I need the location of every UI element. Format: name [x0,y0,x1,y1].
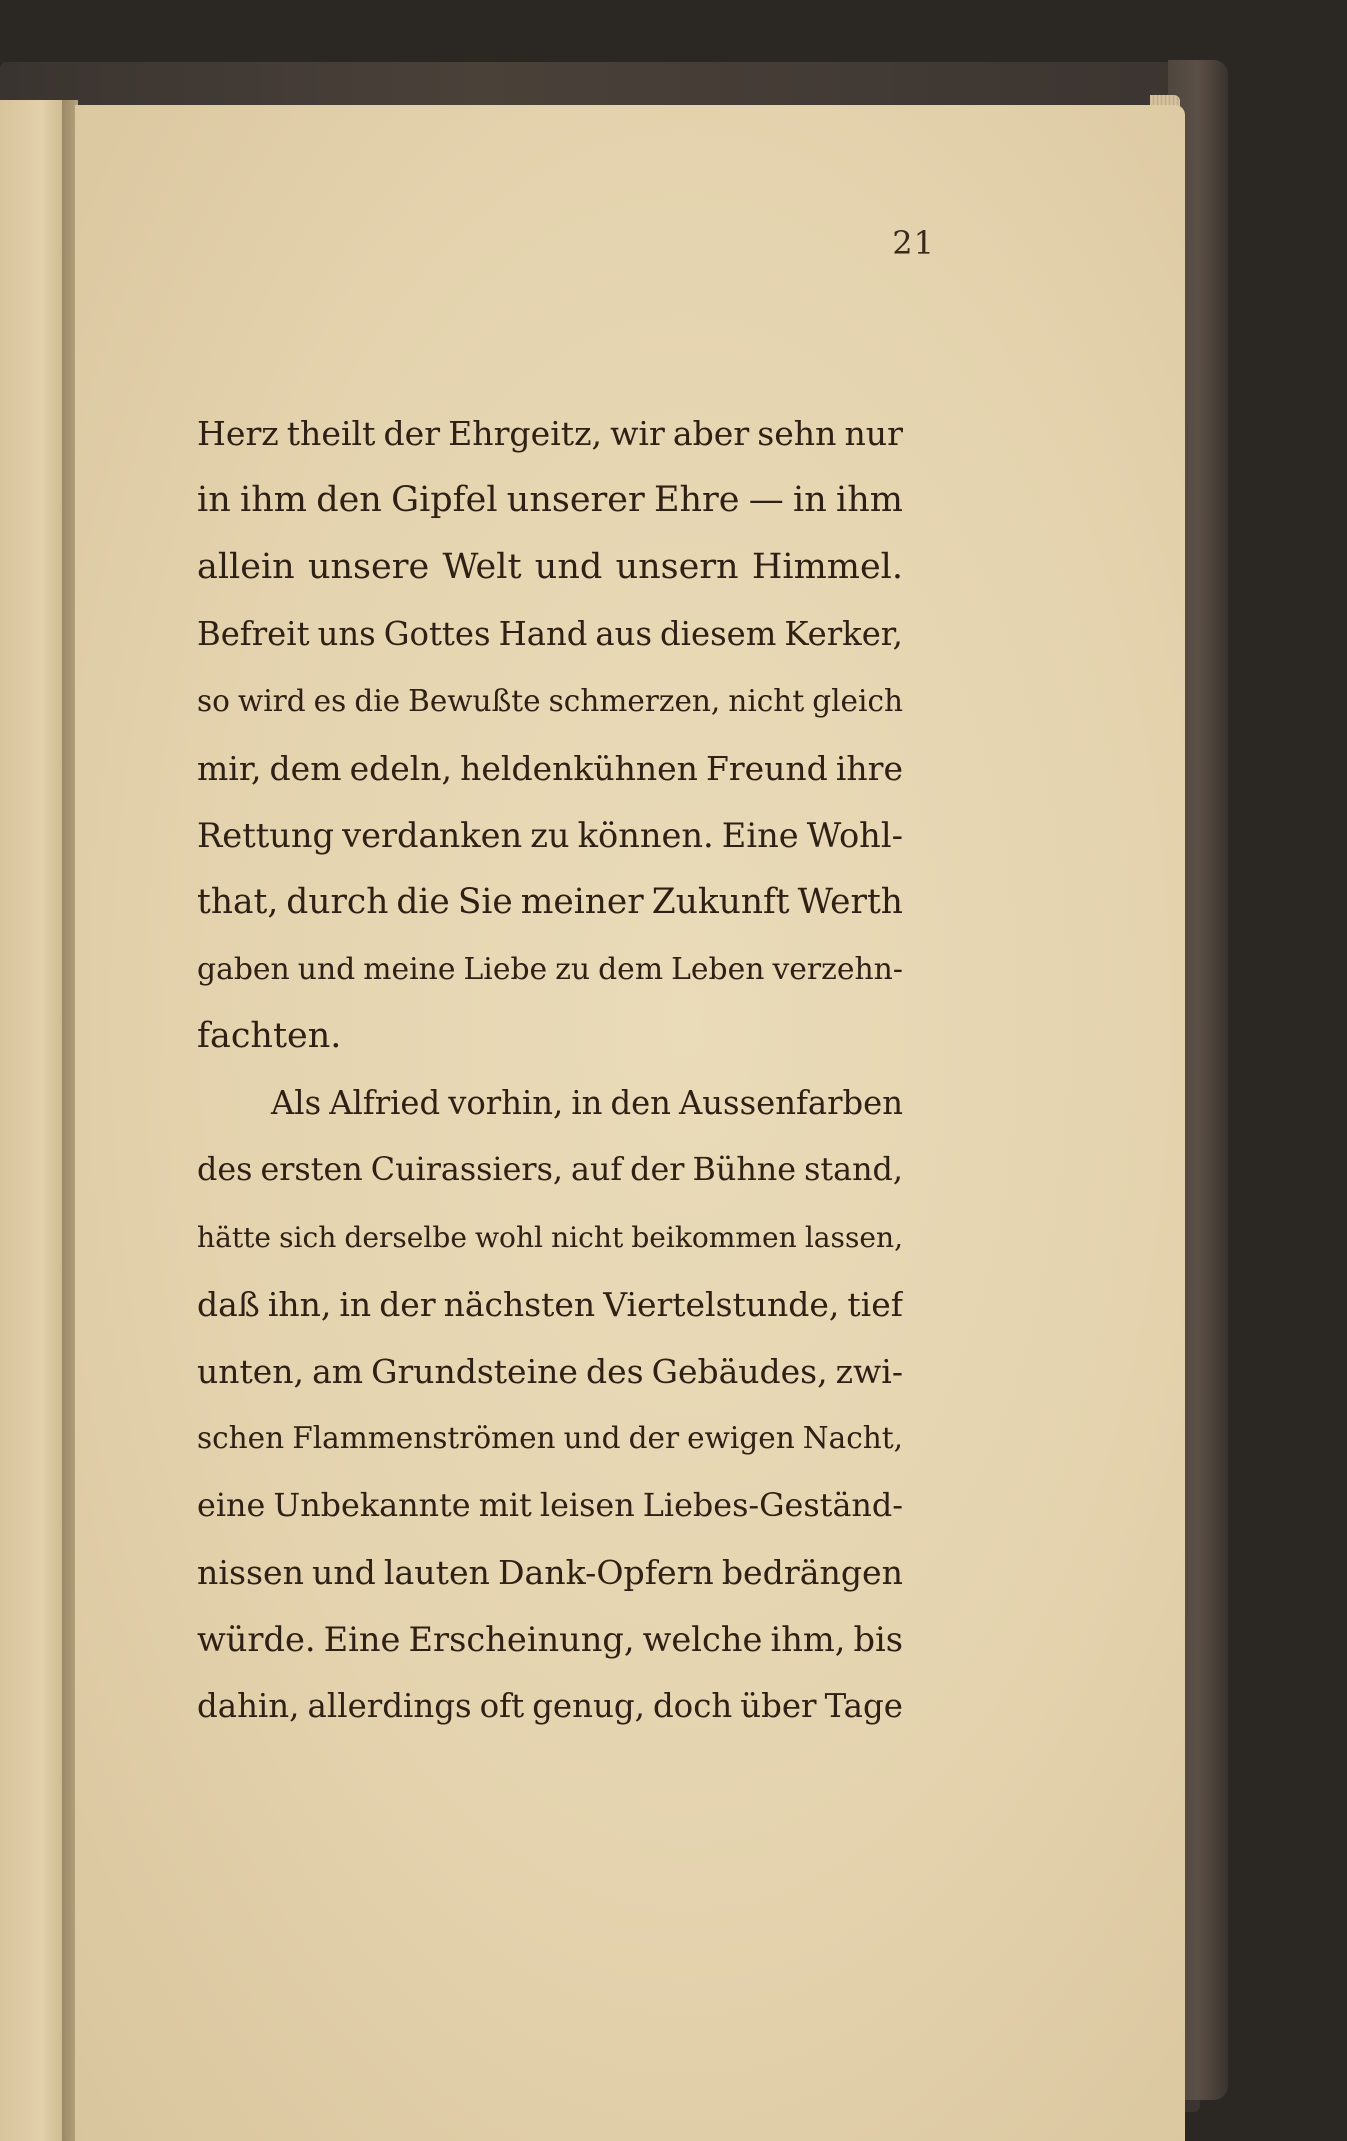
word: Liebes-Geständ- [642,1486,903,1524]
word: allein [197,547,295,587]
word: Hand [498,615,588,653]
word: Befreit [197,615,310,653]
word: mit [478,1486,532,1524]
word: nissen [197,1553,304,1592]
word: unten, [197,1352,305,1391]
word: Nacht, [802,1421,903,1455]
word: Viertelstunde, [603,1285,840,1324]
word: Gottes [383,615,491,653]
text-line [197,1405,903,1472]
word: und [311,1553,376,1592]
word: mir, [197,749,262,788]
word: dem [598,952,664,987]
word: Aussenfarben [679,1084,903,1122]
paragraph-1 [197,400,903,1070]
text-line [197,1271,903,1338]
word: Liebe [463,952,548,987]
word: Zukunft [651,882,790,922]
text-line [197,1472,903,1539]
word: meiner [520,882,644,922]
word: heldenkühnen [460,749,698,788]
word: allerdings [307,1687,472,1725]
word: diesem [660,615,777,653]
word: auf [571,1152,623,1188]
word: genug, [532,1687,645,1725]
word: so [197,684,230,718]
text-line [197,467,903,534]
word: Erscheinung, [408,1620,635,1659]
word: ihn, [267,1285,332,1324]
word: der [630,1152,685,1188]
word: ihm [836,480,903,520]
word: des [585,1352,644,1391]
word: ihre [835,749,903,788]
word: aber [672,414,750,453]
word: Bewußte [408,684,541,718]
word: Welt [442,547,522,587]
word: derselbe [344,1221,467,1254]
word: Freund [705,749,828,788]
text-line [197,802,903,869]
word: sehn [757,414,837,453]
page-number: 21 [892,224,935,262]
word: können. [577,816,714,855]
word: — [748,480,784,520]
text-line [197,735,903,802]
word: uns [317,615,376,653]
text-line [197,1606,903,1673]
text-line [197,1673,903,1740]
word: würde. [197,1620,316,1659]
word: nicht [728,684,805,718]
word: in [197,480,231,520]
word: oft [479,1687,525,1725]
word: ihm, [770,1620,846,1659]
word: dahin, [197,1687,300,1725]
word: Gebäudes, [651,1352,828,1391]
word: Leben [671,952,765,987]
word: Werth [797,882,903,922]
word: gaben [197,952,290,987]
word: wir [610,414,665,453]
text-line [197,668,903,735]
word: sich [279,1221,337,1254]
word: welche [642,1620,763,1659]
word: Alfried [329,1084,441,1122]
text-line [197,1137,903,1204]
word: stand, [804,1152,903,1188]
word: in [339,1285,372,1324]
word: Rettung [197,816,335,855]
page-text [197,400,903,1740]
word: nächsten [443,1285,596,1324]
text-line [197,400,903,467]
word: nicht [551,1221,624,1254]
text-line [197,1539,903,1606]
word: Grundsteine [371,1352,578,1391]
word: des [197,1152,253,1188]
word: Kerker, [784,615,903,653]
text-line [197,601,903,668]
word: Sie [457,882,513,922]
word: Himmel. [751,547,903,587]
word: bedrängen [721,1553,903,1592]
word: lauten [383,1553,490,1592]
word: gleich [812,684,903,718]
word: wohl [475,1221,544,1254]
text-line [197,534,903,601]
word: eine [197,1486,266,1524]
word: Eine [721,816,799,855]
text-line [197,936,903,1003]
word: es [313,684,347,718]
word: vorhin, [448,1084,564,1122]
word: ewigen [687,1421,795,1455]
word: die [354,684,401,718]
word: Bühne [692,1152,797,1188]
word: unsere [307,547,430,587]
word: Dank-Opfern [497,1553,714,1592]
word: über [740,1687,817,1725]
word: unserer [506,480,645,520]
word: der [383,414,441,453]
word: Gipfel [391,480,498,520]
word: edeln, [349,749,453,788]
word: unsern [615,547,739,587]
word: Tage [824,1687,903,1725]
word: nur [844,414,903,453]
word: leisen [539,1486,635,1524]
word: ihm [240,480,307,520]
word: schmerzen, [548,684,721,718]
word: am [312,1352,364,1391]
word: dem [269,749,342,788]
text-line [197,1003,903,1070]
text-line [197,1070,903,1137]
word: Als [271,1084,322,1122]
text-line [197,1338,903,1405]
facing-page-edge [0,100,70,2141]
word: theilt [286,414,376,453]
word: Wohl- [806,816,903,855]
word: der [379,1285,436,1324]
word: Unbekannte [273,1486,471,1524]
word: ersten [260,1152,363,1188]
word: zu [530,816,570,855]
word: und [534,547,603,587]
word: doch [652,1687,733,1725]
word: in [793,480,827,520]
word: aus [595,615,652,653]
paragraph-2 [197,1070,903,1740]
word: fachten. [197,1016,342,1056]
word: Ehrgeitz, [448,414,603,453]
word: zu [555,952,591,987]
word: that, [197,882,279,922]
text-line [197,869,903,936]
word: verzehn- [772,952,903,987]
word: schen [197,1421,285,1455]
text-line [197,1204,903,1271]
word: die [396,882,450,922]
word: verdanken [342,816,523,855]
word: tief [847,1285,903,1324]
word: beikommen [631,1221,797,1254]
word: Herz [197,414,279,453]
word: Eine [323,1620,401,1659]
word: lassen, [804,1221,903,1254]
word: Cuirassiers, [370,1152,563,1188]
word: durch [286,882,389,922]
word: in [571,1084,603,1122]
word: Flammenströmen [292,1421,556,1455]
word: hätte [197,1221,272,1254]
word: zwi- [835,1352,903,1391]
word: und [563,1421,621,1455]
word: den [610,1084,671,1122]
word: den [316,480,382,520]
word: und [297,952,356,987]
word: Ehre [653,480,740,520]
word: meine [363,952,456,987]
word: der [628,1421,680,1455]
word: bis [853,1620,903,1659]
word: daß [197,1285,260,1324]
word: wird [237,684,306,718]
